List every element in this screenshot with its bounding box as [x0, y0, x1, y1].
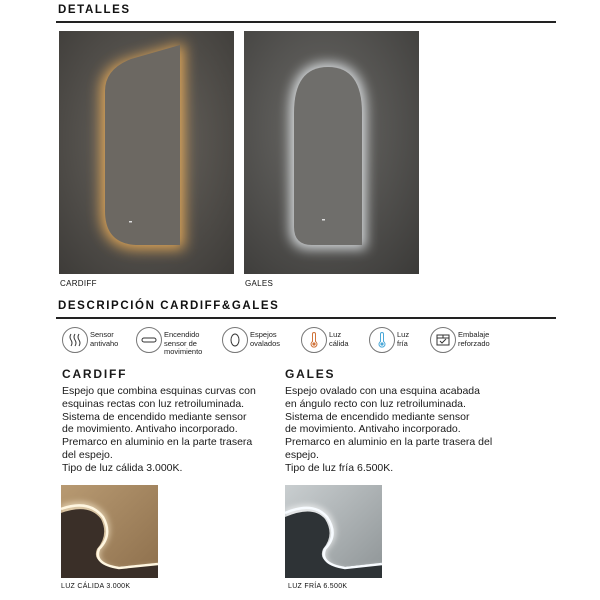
cold-light-photo: [285, 485, 382, 578]
packaging-icon: [430, 327, 456, 353]
details-title: DETALLES: [58, 4, 131, 16]
feature-label: Encendido sensor de movimiento: [164, 330, 203, 356]
cardiff-title: CARDIFF: [62, 367, 128, 381]
motion-sensor-icon: [136, 327, 162, 353]
oval-mirror-icon: [222, 327, 248, 353]
antifog-sensor-icon: [62, 327, 88, 353]
details-divider: [56, 21, 556, 23]
cold-light-caption: LUZ FRÍA 6.500K: [288, 583, 348, 590]
gales-description: Espejo ovalado con una esquina acabada en ángulo recto con luz retroiluminada. Sistema de encendido mediante sensor de movimiento. Antivaho incorporado. Premarco en aluminio en la parte trasera del espejo. Tipo de luz fría 6.500K.: [285, 385, 493, 474]
gales-mirror-photo: [244, 31, 419, 274]
gales-title: GALES: [285, 367, 336, 381]
warm-light-photo: [61, 485, 158, 578]
feature-label: Sensor antivaho: [90, 330, 119, 348]
cold-thermometer-icon: [369, 327, 395, 353]
gales-caption: GALES: [245, 279, 274, 288]
cardiff-mirror-photo: [59, 31, 234, 274]
feature-label: Espejos ovalados: [250, 330, 281, 348]
cardiff-caption: CARDIFF: [60, 279, 97, 288]
warm-thermometer-icon: [301, 327, 327, 353]
feature-label: Luz cálida: [329, 330, 349, 348]
description-divider: [56, 317, 556, 319]
feature-label: Embalaje reforzado: [458, 330, 490, 348]
feature-label: Luz fría: [397, 330, 410, 348]
warm-light-caption: LUZ CÁLIDA 3.000K: [61, 583, 131, 590]
cardiff-description: Espejo que combina esquinas curvas con esquinas rectas con luz retroiluminada. Sistema de encendido mediante sensor de movimiento. Antivaho incorporado. Premarco en aluminio en la parte trasera del espejo. Tipo de luz cálida 3.000K.: [62, 385, 256, 474]
description-title: DESCRIPCIÓN CARDIFF&GALES: [58, 300, 280, 312]
